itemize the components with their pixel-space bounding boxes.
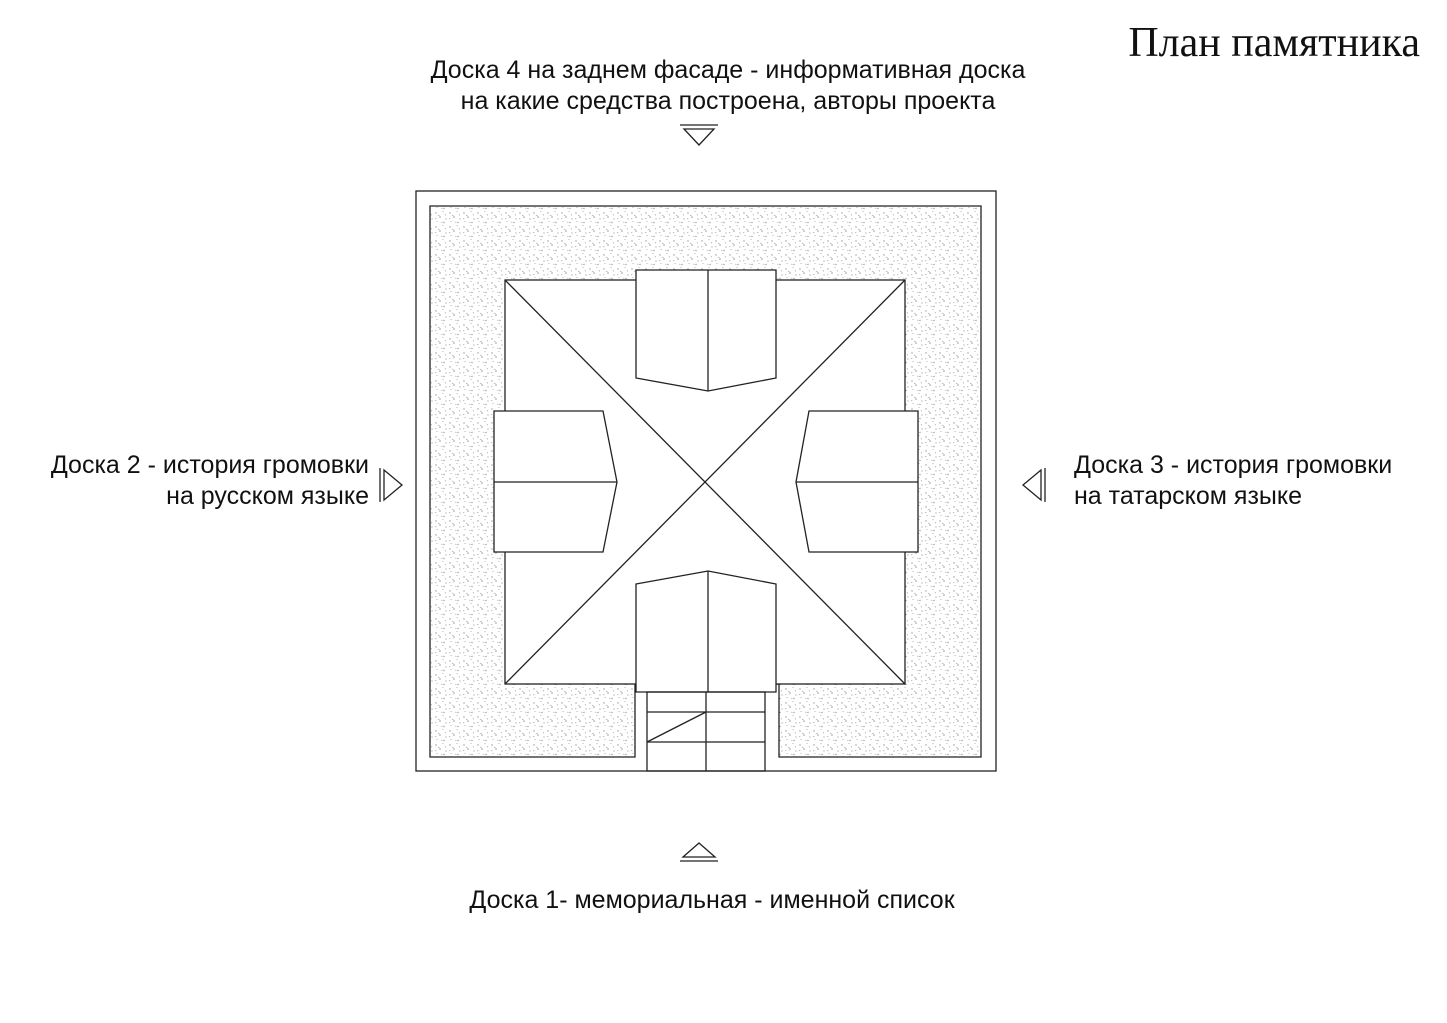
view-marker-bottom (680, 843, 718, 861)
view-marker-right (1023, 468, 1045, 502)
board-3-line-2: на татарском языке (1074, 482, 1303, 510)
view-marker-left (380, 468, 402, 502)
board-3-line-1: Доска 3 - история громовки (1074, 451, 1393, 479)
view-marker-top (680, 125, 718, 145)
plan-title: План памятника (1128, 20, 1420, 66)
stairs (647, 692, 765, 771)
board-1-line-1: Доска 1- мемориальная - именной список (469, 886, 955, 914)
board-4-panel (636, 270, 776, 391)
board-3-panel (796, 411, 918, 552)
board-1-panel (636, 571, 776, 692)
board-4-line-1: Доска 4 на заднем фасаде - информативная доска (430, 56, 1026, 84)
board-4-line-2: на какие средства построена, авторы проекта (460, 87, 996, 115)
board-2-line-2: на русском языке (166, 482, 369, 510)
board-2-line-1: Доска 2 - история громовки (50, 451, 369, 479)
board-2-panel (494, 411, 617, 552)
